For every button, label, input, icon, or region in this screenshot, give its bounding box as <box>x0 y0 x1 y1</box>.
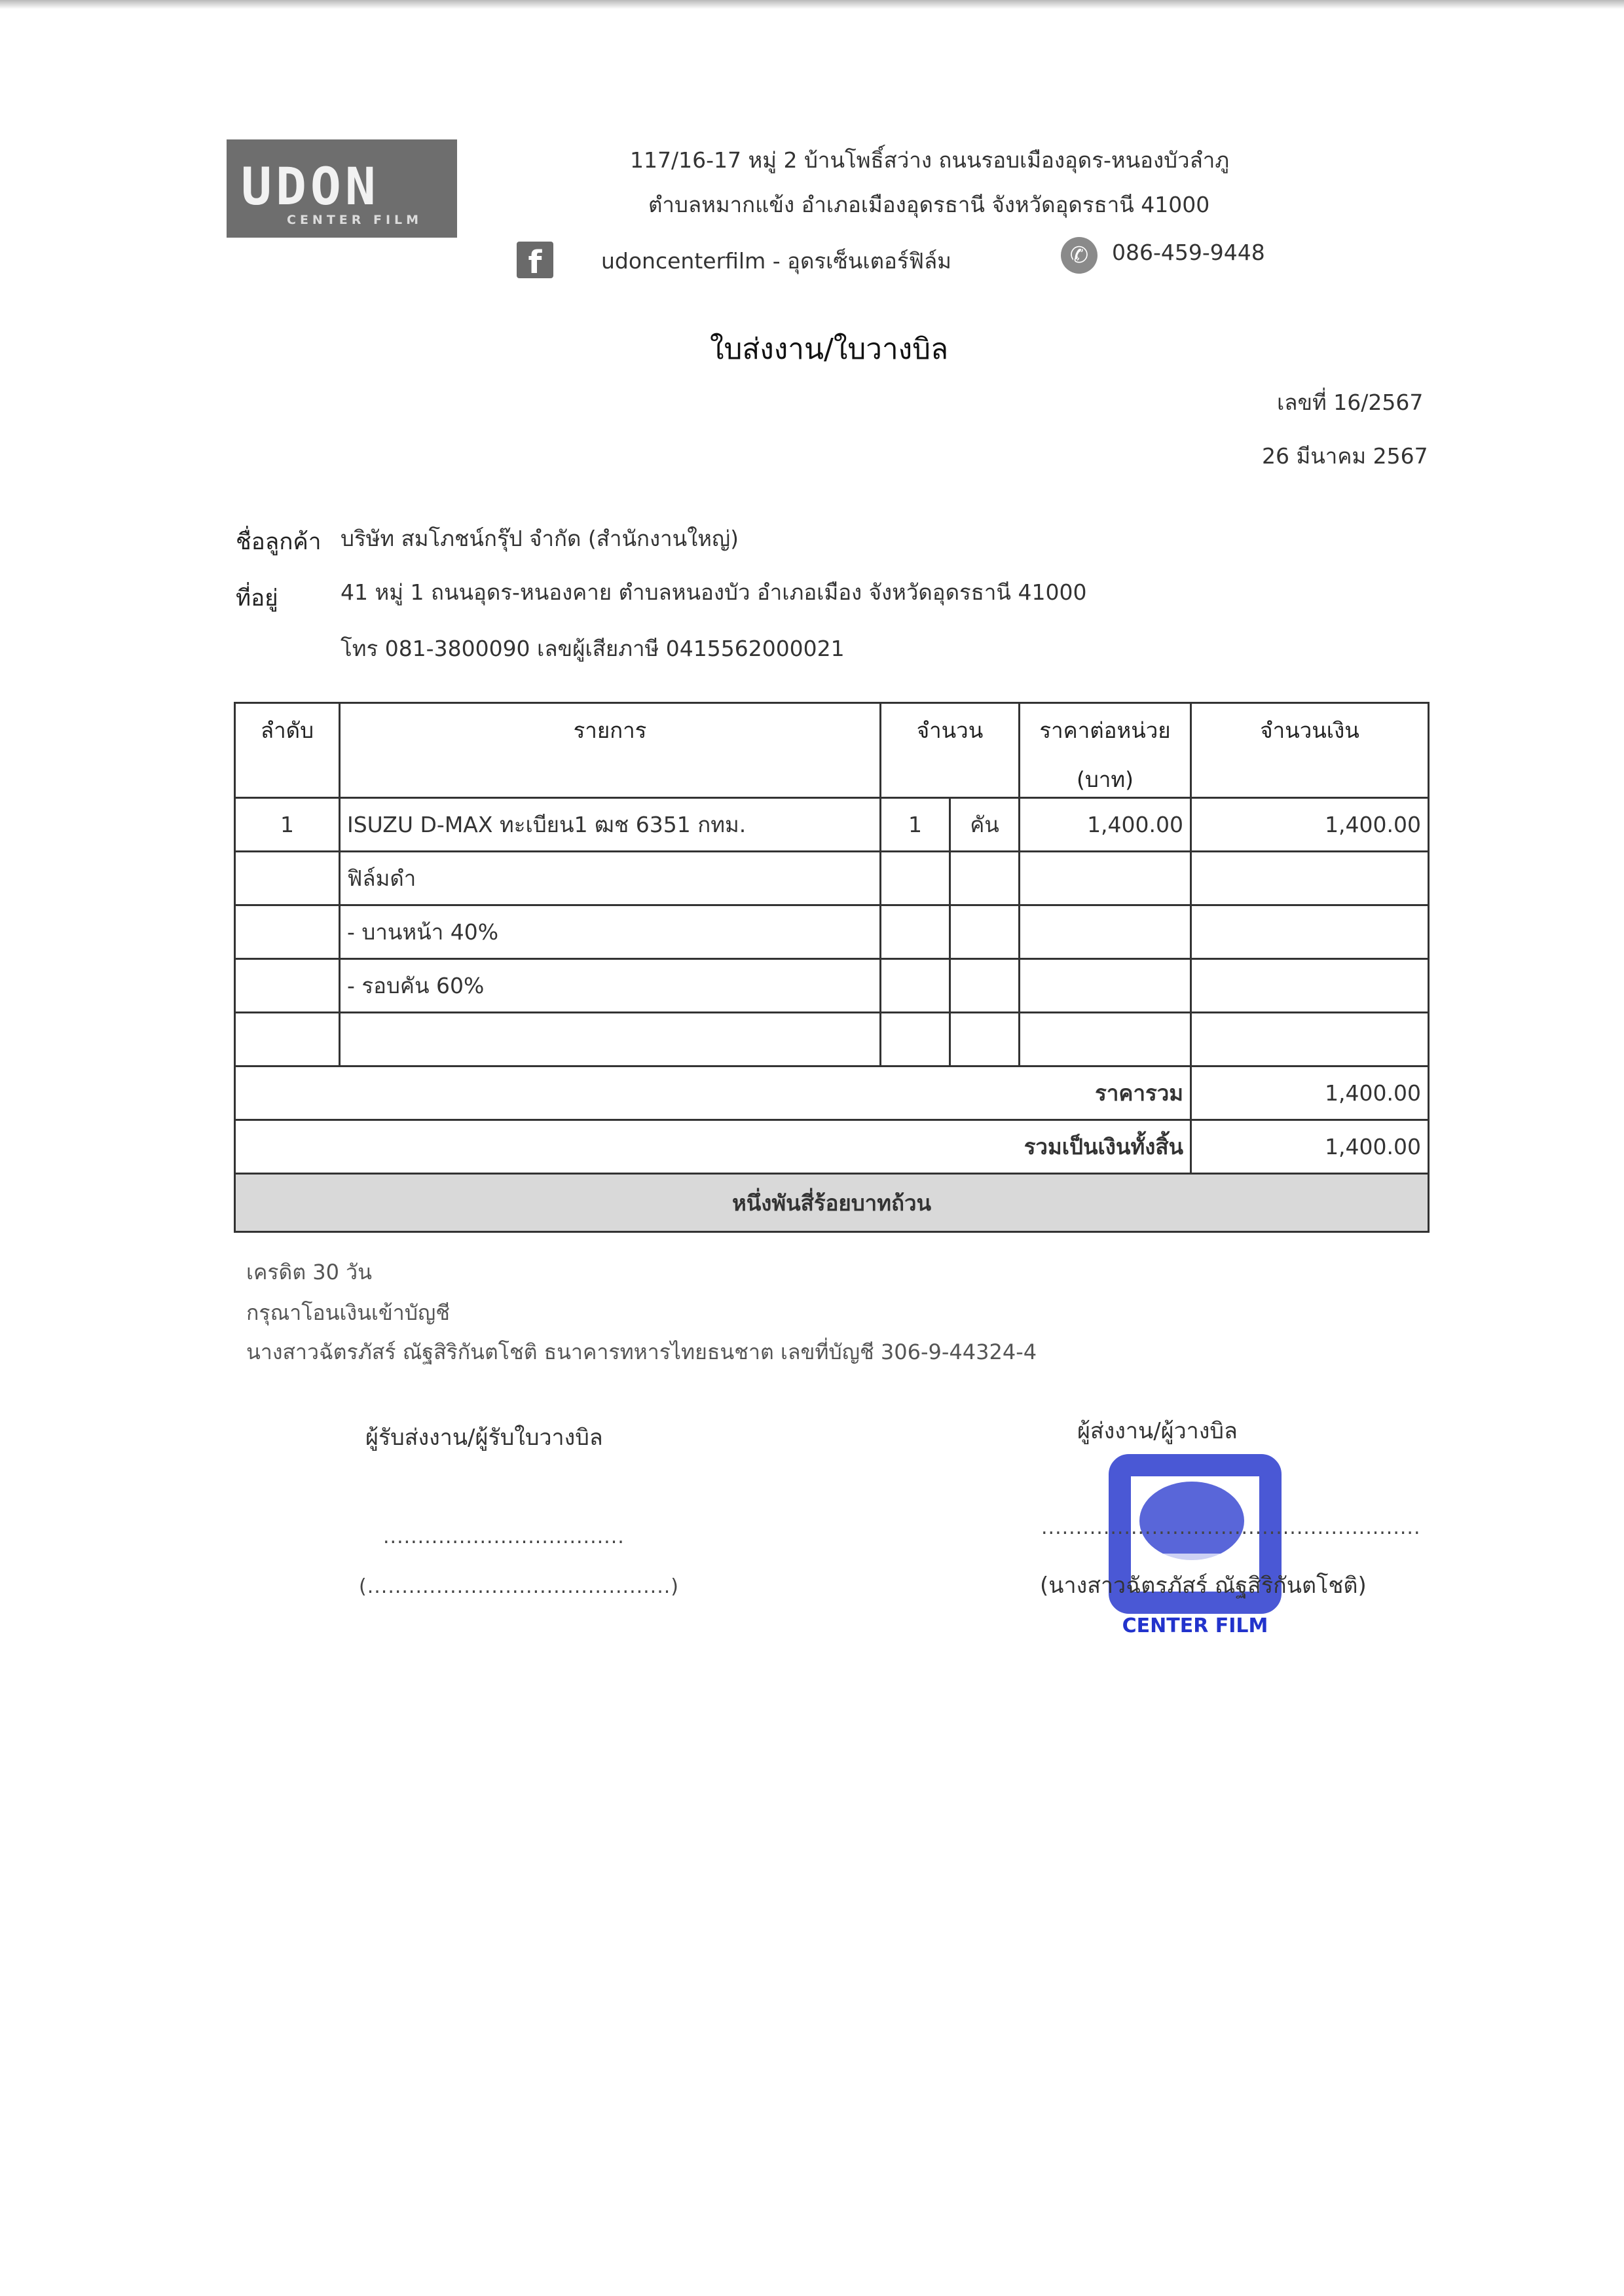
facebook-page: udoncenterfilm - อุดรเซ็นเตอร์ฟิล์ม <box>601 248 951 274</box>
table-row <box>235 905 1429 959</box>
row-item: - รอบคัน 60% <box>340 959 881 1013</box>
total-row <box>235 1120 1429 1174</box>
table-row <box>235 959 1429 1013</box>
table-header-row <box>235 703 1429 798</box>
table-row <box>235 798 1429 852</box>
row-amount <box>1191 1013 1429 1066</box>
row-unit <box>950 1013 1020 1066</box>
transfer-note: กรุณาโอนเงินเข้าบัญชี <box>246 1300 451 1325</box>
facebook-icon: f <box>517 242 553 278</box>
header-no: ลำดับ <box>235 703 340 798</box>
receiver-name-line: (............................................) <box>359 1575 679 1598</box>
document-title: ใบส่งงาน/ใบวางบิล <box>710 333 949 366</box>
customer-address: 41 หมู่ 1 ถนนอุดร-หนองคาย ตำบลหนองบัว อำเภอเมือง จังหวัดอุดรธานี 41000 <box>341 579 1087 605</box>
row-price: 1,400.00 <box>1020 798 1191 852</box>
customer-phone-tax: โทร 081-3800090 เลขผู้เสียภาษี 0415562000021 <box>341 636 845 661</box>
row-price <box>1020 852 1191 905</box>
amount-in-words: หนึ่งพันสี่ร้อยบาทถ้วน <box>235 1174 1429 1232</box>
row-unit <box>950 852 1020 905</box>
header-unit-price-sub: (บาท) <box>1077 767 1134 792</box>
row-item <box>340 1013 881 1066</box>
row-qty: 1 <box>881 798 950 852</box>
subtotal-label: ราคารวม <box>235 1066 1191 1120</box>
document-number: เลขที่ 16/2567 <box>1277 390 1424 415</box>
total-value: 1,400.00 <box>1191 1120 1429 1174</box>
company-address-line2: ตำบลหมากแข้ง อำเภอเมืองอุดรธานี จังหวัดอุดรธานี 41000 <box>648 192 1210 217</box>
row-amount: 1,400.00 <box>1191 798 1429 852</box>
header-amount: จำนวนเงิน <box>1191 703 1429 798</box>
customer-name-label: ชื่อลูกค้า <box>236 529 322 555</box>
document-date: 26 มีนาคม 2567 <box>1262 443 1428 469</box>
scan-edge <box>0 0 1624 9</box>
row-unit: คัน <box>950 798 1020 852</box>
row-no <box>235 1013 340 1066</box>
row-qty <box>881 1013 950 1066</box>
header-item: รายการ <box>340 703 881 798</box>
table-row <box>235 852 1429 905</box>
customer-address-label: ที่อยู่ <box>236 585 278 611</box>
receiver-signature-line: ................................... <box>383 1525 625 1548</box>
row-item: - บานหน้า 40% <box>340 905 881 959</box>
sender-signature-line: ....................................................... <box>1041 1516 1421 1539</box>
customer-name: บริษัท สมโภชน์กรุ๊ป จำกัด (สำนักงานใหญ่) <box>341 526 739 551</box>
row-no <box>235 959 340 1013</box>
header-unit-price-label: ราคาต่อหน่วย <box>1039 718 1171 743</box>
row-amount <box>1191 905 1429 959</box>
row-price <box>1020 959 1191 1013</box>
header-unit-price <box>1020 703 1191 798</box>
row-amount <box>1191 852 1429 905</box>
items-table <box>234 702 1430 1233</box>
subtotal-row <box>235 1066 1429 1120</box>
row-no: 1 <box>235 798 340 852</box>
sender-name: (นางสาวฉัตรภัสร์ ณัฐสิริกันตโชติ) <box>1040 1573 1367 1599</box>
company-phone: 086-459-9448 <box>1112 240 1265 265</box>
stamp-text: CENTER FILM <box>1122 1614 1268 1637</box>
receiver-label: ผู้รับส่งงาน/ผู้รับใบวางบิล <box>365 1425 603 1451</box>
row-unit <box>950 905 1020 959</box>
row-qty <box>881 905 950 959</box>
company-stamp <box>1100 1452 1290 1649</box>
row-item: ISUZU D-MAX ทะเบียน1 ฒช 6351 กทม. <box>340 798 881 852</box>
sender-label: ผู้ส่งงาน/ผู้วางบิล <box>1077 1418 1238 1444</box>
phone-icon: ✆ <box>1061 237 1098 274</box>
total-label: รวมเป็นเงินทั้งสิ้น <box>235 1120 1191 1174</box>
credit-term: เครดิต 30 วัน <box>246 1260 372 1285</box>
company-logo <box>227 139 457 238</box>
table-row <box>235 1013 1429 1066</box>
logo-text: UDON <box>241 158 380 217</box>
row-amount <box>1191 959 1429 1013</box>
bank-account: นางสาวฉัตรภัสร์ ณัฐสิริกันตโชติ ธนาคารทหารไทยธนชาต เลขที่บัญชี 306-9-44324-4 <box>246 1339 1037 1364</box>
row-unit <box>950 959 1020 1013</box>
company-address-line1: 117/16-17 หมู่ 2 บ้านโพธิ์สว่าง ถนนรอบเมืองอุดร-หนองบัวลำภู <box>630 147 1230 173</box>
logo-subtext: CENTER FILM <box>287 213 423 227</box>
row-no <box>235 852 340 905</box>
row-no <box>235 905 340 959</box>
header-qty: จำนวน <box>881 703 1020 798</box>
row-price <box>1020 1013 1191 1066</box>
amount-words-row <box>235 1174 1429 1232</box>
subtotal-value: 1,400.00 <box>1191 1066 1429 1120</box>
row-item: ฟิล์มดำ <box>340 852 881 905</box>
row-price <box>1020 905 1191 959</box>
row-qty <box>881 852 950 905</box>
row-qty <box>881 959 950 1013</box>
